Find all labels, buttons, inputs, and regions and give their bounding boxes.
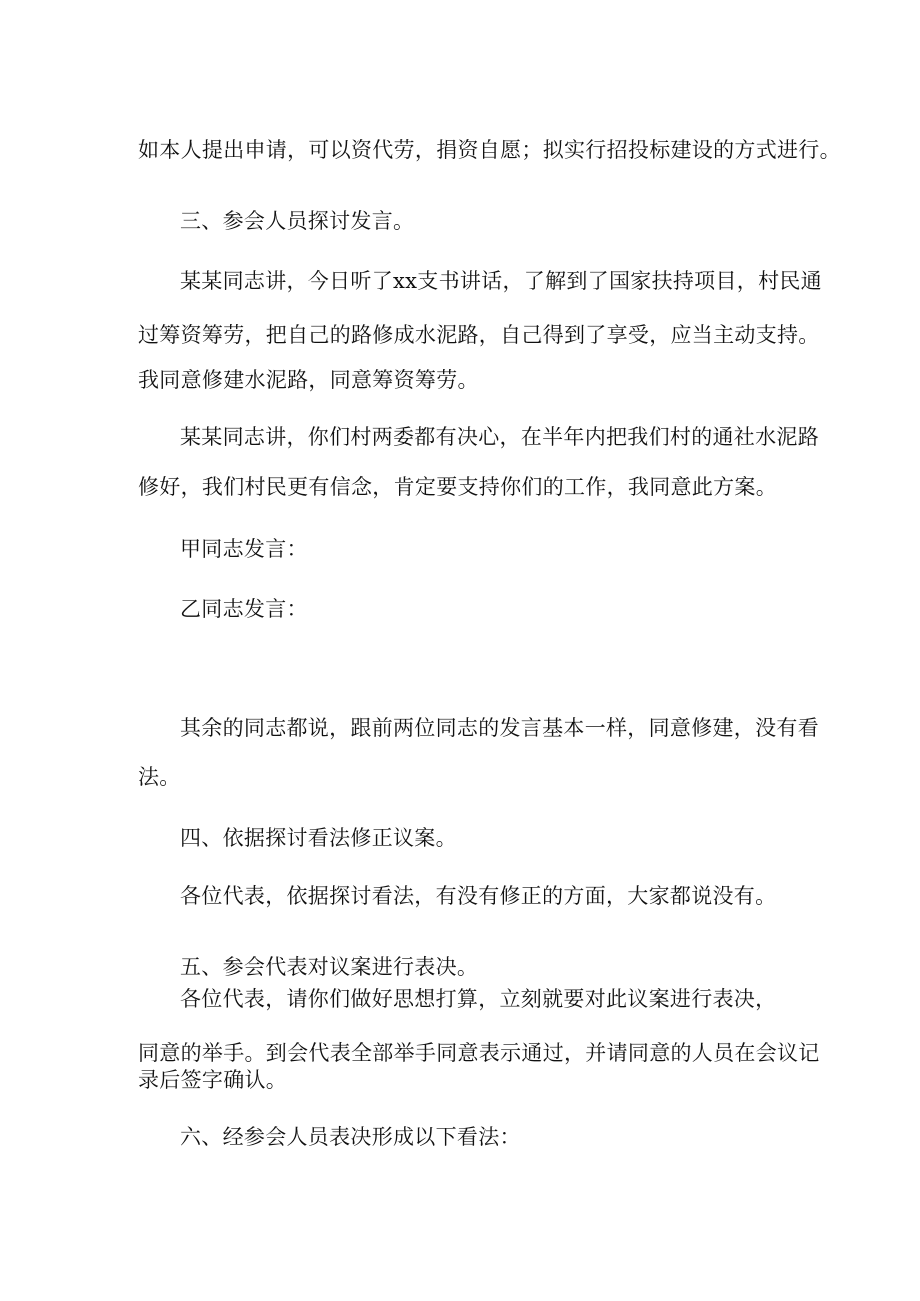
paragraph-line: 法。	[138, 765, 181, 789]
paragraph-line: 各位代表，依据探讨看法，有没有修正的方面，大家都说没有。	[180, 884, 777, 908]
paragraph-line: 我同意修建水泥路，同意筹资筹劳。	[138, 368, 479, 392]
paragraph-line: 各位代表，请你们做好思想打算，立刻就要对此议案进行表决，	[180, 987, 777, 1011]
paragraph-line: 录后签字确认。	[138, 1068, 288, 1092]
paragraph-line: 同意的举手。到会代表全部举手同意表示通过，并请同意的人员在会议记	[138, 1041, 820, 1065]
paragraph-line: 过筹资筹劳，把自己的路修成水泥路，自己得到了享受，应当主动支持。	[138, 323, 820, 347]
speaker-line: 甲同志发言：	[180, 537, 308, 561]
paragraph-line: 修好，我们村民更有信念，肯定要支持你们的工作，我同意此方案。	[138, 475, 777, 499]
speaker-line: 乙同志发言：	[180, 597, 308, 621]
paragraph-line: 某某同志讲，你们村两委都有决心，在半年内把我们村的通社水泥路	[180, 425, 819, 449]
section-heading: 三、参会人员探讨发言。	[180, 209, 415, 233]
section-heading: 四、依据探讨看法修正议案。	[180, 826, 457, 850]
section-heading: 六、经参会人员表决形成以下看法：	[180, 1125, 521, 1149]
paragraph-line: 某某同志讲，今日听了xx支书讲话，了解到了国家扶持项目，村民通	[180, 269, 822, 293]
paragraph-line: 如本人提出申请，可以资代劳，捐资自愿；拟实行招投标建设的方式进行。	[138, 138, 841, 162]
section-heading: 五、参会代表对议案进行表决。	[180, 955, 479, 979]
paragraph-line: 其余的同志都说，跟前两位同志的发言基本一样，同意修建，没有看	[180, 716, 819, 740]
